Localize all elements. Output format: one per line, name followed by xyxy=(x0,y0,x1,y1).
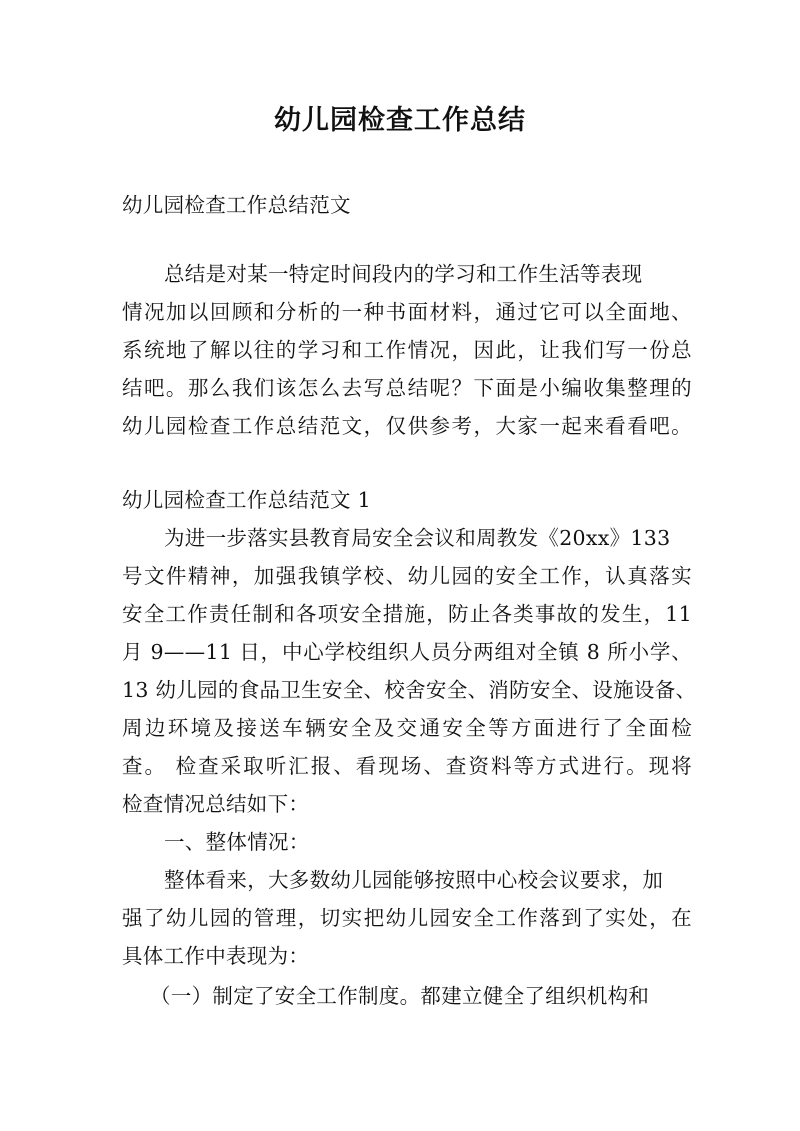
section-heading: 幼儿园检查工作总结范文 1 xyxy=(122,488,371,512)
intro-line: 幼儿园检查工作总结范文，仅供参考，大家一起来看看吧。 xyxy=(122,414,692,438)
intro-line: 系统地了解以往的学习和工作情况，因此，让我们写一份总 xyxy=(122,338,692,362)
document-subtitle: 幼儿园检查工作总结范文 xyxy=(122,193,351,217)
body-line: 检查情况总结如下： xyxy=(122,792,310,816)
document-title: 幼儿园检查工作总结 xyxy=(274,105,526,136)
overall-line: 具体工作中表现为： xyxy=(122,944,310,968)
body-line: 为进一步落实县教育局安全会议和周教发《20xx》133 xyxy=(164,526,671,550)
body-line: 查。 检查采取听汇报、看现场、查资料等方式进行。现将 xyxy=(122,754,692,778)
overall-line: 强了幼儿园的管理，切实把幼儿园安全工作落到了实处，在 xyxy=(122,906,692,930)
item-line: （一）制定了安全工作制度。都建立健全了组织机构和 xyxy=(150,984,650,1008)
body-line: 月 9——11 日，中心学校组织人员分两组对全镇 8 所小学、 xyxy=(122,640,692,664)
body-line: 周边环境及接送车辆安全及交通安全等方面进行了全面检 xyxy=(122,716,692,740)
overall-line: 整体看来，大多数幼儿园能够按照中心校会议要求，加 xyxy=(164,868,664,892)
sub-heading: 一、整体情况： xyxy=(164,830,310,854)
body-line: 13 幼儿园的食品卫生安全、校舍安全、消防安全、设施设备、 xyxy=(122,678,697,702)
intro-line: 结吧。那么我们该怎么去写总结呢？下面是小编收集整理的 xyxy=(122,376,692,400)
body-line: 号文件精神，加强我镇学校、幼儿园的安全工作，认真落实 xyxy=(122,564,692,588)
body-line: 安全工作责任制和各项安全措施，防止各类事故的发生，11 xyxy=(122,602,692,626)
intro-line: 总结是对某一特定时间段内的学习和工作生活等表现 xyxy=(164,262,643,286)
intro-line: 情况加以回顾和分析的一种书面材料，通过它可以全面地、 xyxy=(122,300,692,324)
